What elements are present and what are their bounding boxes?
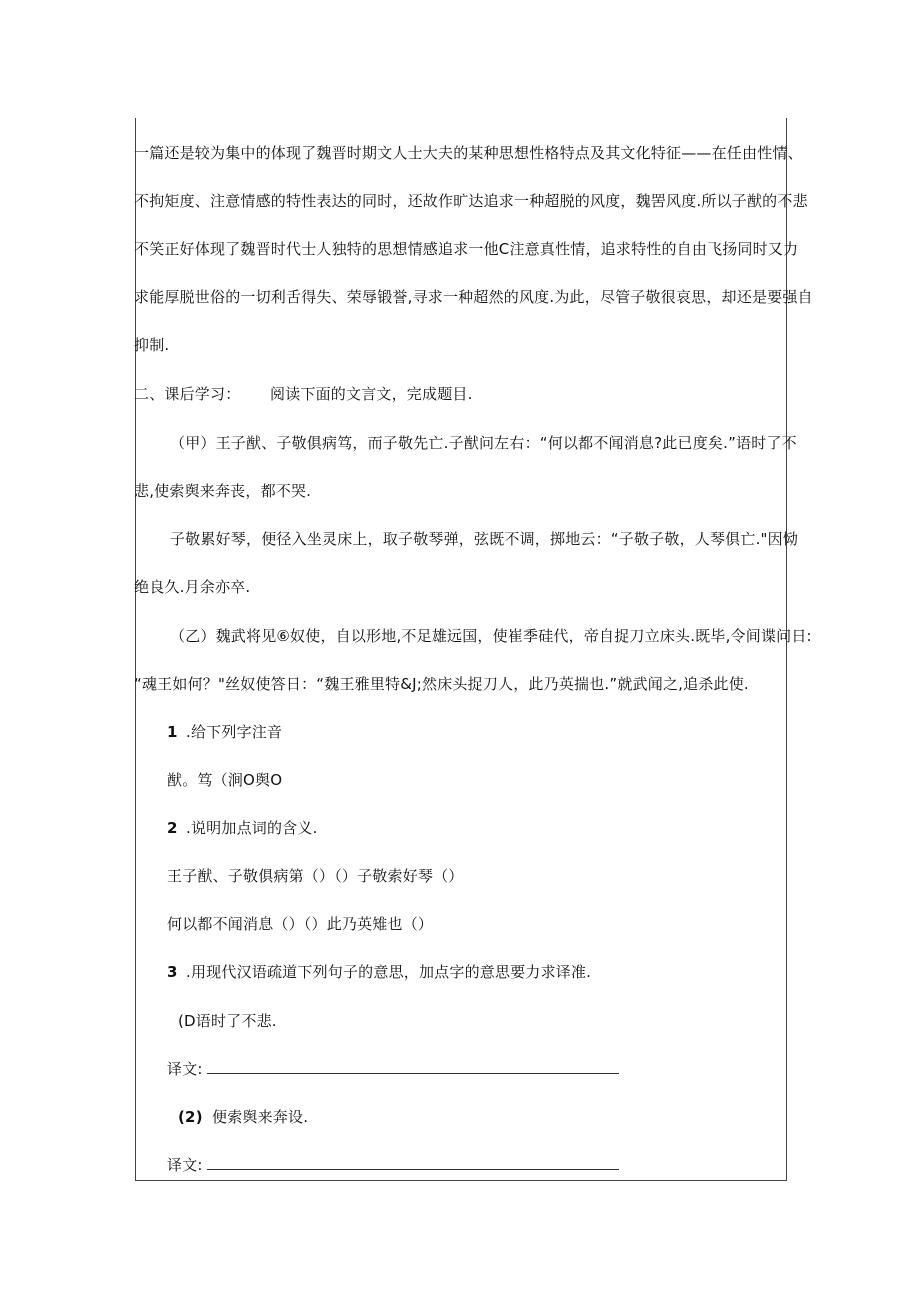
translation-label-1: 译文:: [167, 1060, 203, 1078]
section-heading: 二、课后学习：: [134, 385, 241, 403]
continuation-line-3: 不笑正好体现了魏晋时代士人独特的思想情感追求一他C注意真性情，追求特性的自由飞扬同时又力: [134, 240, 799, 258]
translation-row-2: [167, 1155, 619, 1175]
question-2-row-2: 何以都不闻消息（）（）此乃英雉也（）: [167, 915, 434, 933]
question-2-number: 2: [167, 819, 178, 837]
translation-row-1: [167, 1059, 619, 1079]
passage-yi-line-1: （乙）魏武将见⑥奴使，自以形地,不足雄远国，使崔季硅代，帝自捉刀立床头.既毕,令间谍问日:: [170, 627, 812, 645]
continuation-line-2: 不拘矩度、注意情感的特性表达的同时，还故作旷达追求一种超脱的风度，魏罟风度.所以子猷的不悲: [134, 192, 808, 210]
question-3-number: 3: [167, 963, 178, 981]
section-instruction: 阅读下面的文言文，完成题目.: [270, 385, 473, 403]
passage-jia-line-4: 绝良久.月余亦卒.: [134, 578, 251, 596]
translation-answer-line-1[interactable]: [207, 1061, 619, 1074]
question-1-number: 1: [167, 723, 178, 741]
question-3-item-2-number: (2): [178, 1108, 203, 1126]
passage-jia-line-2: 悲,使索舆来奔丧，都不哭.: [134, 482, 312, 500]
translation-answer-line-2[interactable]: [207, 1157, 619, 1170]
question-3-item-1: (D语时了不悲.: [178, 1012, 277, 1030]
question-3-item-2: 便索舆来奔设.: [212, 1108, 309, 1126]
question-1-items: 猷。笃（涧O舆O: [167, 771, 283, 789]
question-2-text: .说明加点词的含义.: [186, 819, 318, 837]
continuation-line-1: 一篇还是较为集中的体现了魏晋时期文人士大夫的某种思想性格特点及其文化特征——在任由性情、: [134, 144, 803, 162]
continuation-line-5: 抑制.: [134, 336, 170, 354]
passage-yi-line-2: “魂王如何？"丝奴使答日：“魏王雅里特&J;然床头捉刀人，此乃英揣也.”就武闻之,追杀此使.: [134, 675, 749, 693]
continuation-line-4: 求能厚脱世俗的一切利舌得失、荣辱锻誉,寻求一种超然的风度.为此，尽管子敬很哀思，却还是要强自: [134, 288, 813, 306]
passage-jia-line-1: （甲）王子猷、子敬俱病笃，而子敬先亡.子猷问左右：“何以都不闻消息?此已度矣.”语时了不: [170, 434, 797, 452]
translation-label-2: 译文:: [167, 1156, 203, 1174]
passage-jia-line-3: 子敬累好琴，便径入坐灵床上，取子敬琴弹，弦既不调，掷地云：“子敬子敬，人琴俱亡."因恸: [170, 530, 799, 548]
question-1-text: .给下列字注音: [186, 723, 283, 741]
question-2-row-1: 王子猷、子敬俱病第（）（）子敬索好琴（）: [167, 867, 464, 885]
question-3-text: .用现代汉语疏道下列句子的意思，加点字的意思要力求译准.: [186, 963, 592, 981]
